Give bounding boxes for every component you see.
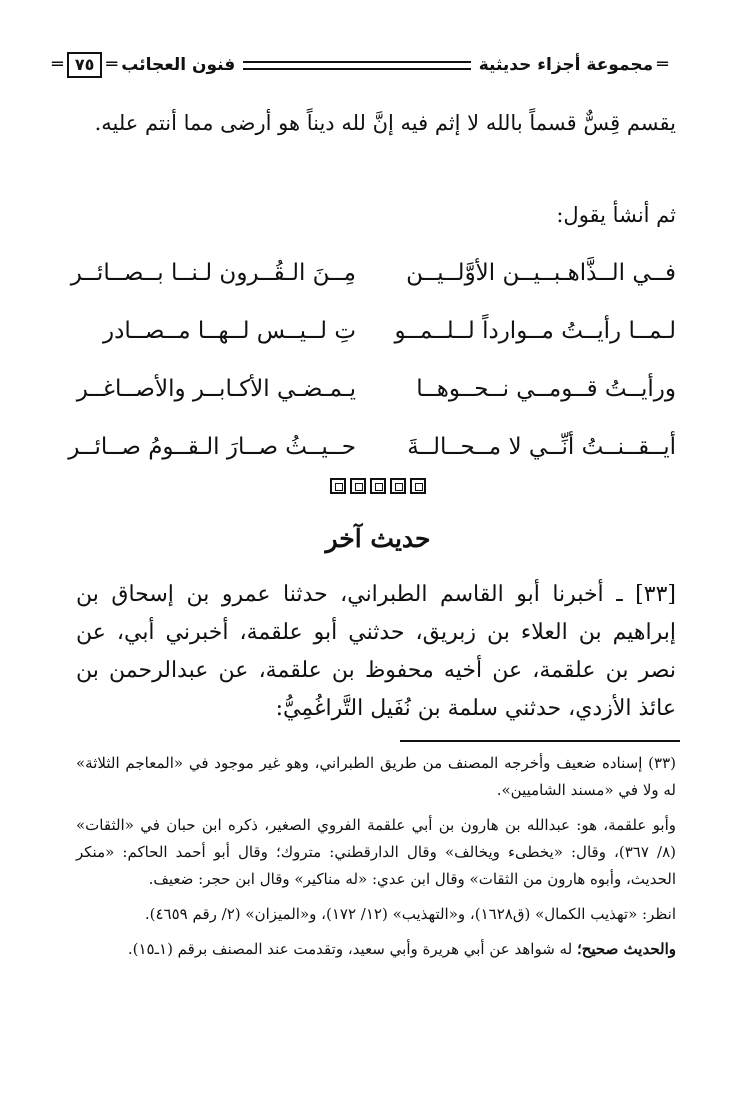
footnote [76,936,676,963]
header-dash-icon: ═ [106,54,118,75]
square-ornament-icon [410,478,426,494]
verse-first-hemistich: ورأيــتُ قــومــي نــحــوهــا [416,376,676,402]
header-dash-icon: ═ [52,54,63,75]
footnotes [76,750,676,971]
running-header [52,48,668,82]
section-heading: حديث آخر [325,524,431,553]
footnote-text: له شواهد عن أبي هريرة وأبي سعيد، وتقدمت عند المصنف برقم (١ـ١٥). [127,940,577,958]
verse-first-hemistich: فــي الــذَّاهـبــيــن الأوَّلــيــن [406,260,676,286]
verse-second-hemistich: مِــنَ الـقُــرون لـنــا بــصــائــر [70,260,356,286]
footnote: (٣٣) إسناده ضعيف وأخرجه المصنف من طريق الطبراني، وهو غير موجود في «المعاجم الثلاثة» له ولا في «مسند الشاميين». [76,754,676,799]
square-ornament-icon [390,478,406,494]
poem-verse [76,360,676,418]
verse-second-hemistich: يـمـضـي الأكـابــر والأصــاغــر [76,376,356,402]
header-dash-icon: ═ [657,54,668,75]
verse-second-hemistich: حــيــثُ صــارَ الـقــومُ صــائــر [68,434,356,460]
book-title: مجموعة أجزاء حديثية [478,55,654,75]
page-number: ٧٥ [67,52,103,78]
footnote: انظر: «تهذيب الكمال» (ق١٦٢٨)، و«التهذيب» (١٢/ ١٧٢)، و«الميزان» (٢/ رقم ٤٦٥٩). [144,905,676,923]
verse-second-hemistich: تِ لــيــس لــهــا مــصــادر [103,318,356,344]
poem-verse [76,302,676,360]
verse-first-hemistich: لـمــا رأيــتُ مــوارداً لــلــمــو [394,318,676,344]
header-rule [243,61,471,70]
body-paragraph: ثم أنشأ يقول: [556,203,676,227]
footnote-emphasis: والحديث صحيح؛ [576,940,676,958]
body-paragraph: يقسم قِسٌّ قسماً بالله لا إثم فيه إنَّ لله ديناً هو أرضى مما أنتم عليه. [94,111,676,135]
poem-verse [70,244,676,302]
square-ornament-icon [370,478,386,494]
footnote-rule [400,740,680,742]
section-running-title: فنون العجائب [121,55,236,75]
poem-verse [68,418,676,476]
footnote: وأبو علقمة، هو: عبدالله بن هارون بن أبي علقمة الفروي الصغير، ذكره ابن حبان في «الثقات» (٨/ ٣٦٧)، وقال: «يخطىء ويخالف» وقال الدارقطني: متروك؛ وقال أبو أحمد الحاكم: «منكر الحديث، وأبوه هارون من الثقات» وقال ابن عدي: «له مناكير» وقال ابن حجر: ضعيف. [76,816,676,888]
square-ornament-icon [330,478,346,494]
hadith-paragraph: [٣٣] ـ أخبرنا أبو القاسم الطبراني، حدثنا عمرو بن إسحاق بن إبراهيم بن العلاء بن زبريق، حدثني أبو علقمة، أخبرني أبي، عن نصر بن علقمة، عن أخيه محفوظ بن علقمة، عن عبدالرحمن بن عائذ الأزدي، حدثني سلمة بن نُفَيل التَّراغُمِيُّ: [76,582,676,721]
square-ornament-icon [350,478,366,494]
verse-first-hemistich: أيــقــنــتُ أنِّــي لا مــحــالــةَ [407,434,676,460]
poem [68,244,676,476]
section-separator [0,478,756,498]
